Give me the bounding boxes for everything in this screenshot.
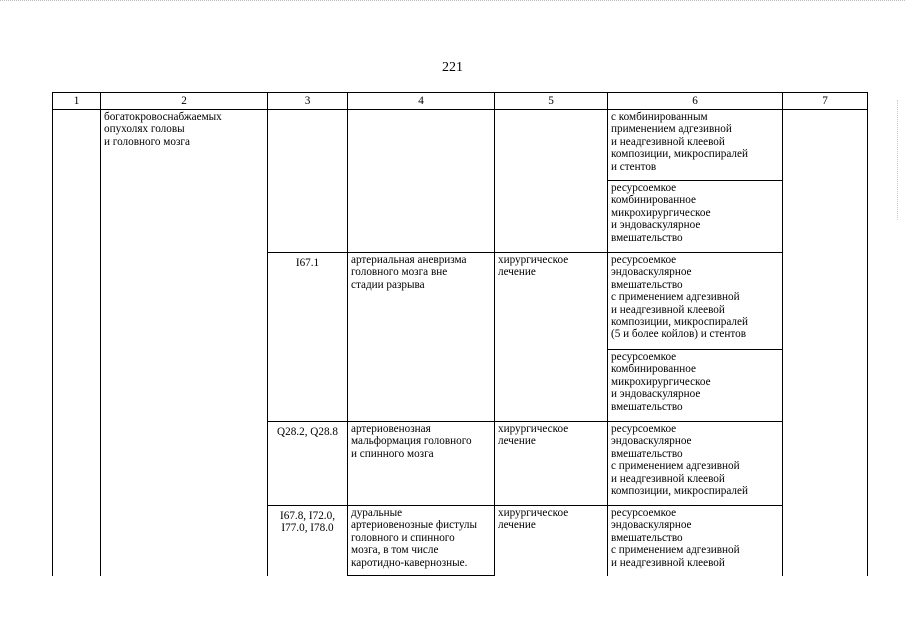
diagnosis-cell: артериовенозная мальформация головного и спинного мозга [348, 422, 495, 506]
header-col-7: 7 [783, 93, 868, 110]
header-col-4: 4 [348, 93, 495, 110]
treatment-cell [495, 110, 608, 253]
medical-care-table [52, 92, 868, 576]
header-col-6: 6 [608, 93, 783, 110]
header-col-5: 5 [495, 93, 608, 110]
treatment-cell: хирургическое лечение [495, 253, 608, 422]
condition-cell: богатокровоснабжаемых опухолях головы и головного мозга [101, 110, 268, 576]
method-cell: ресурсоемкое комбинированное микрохирургическое и эндоваскулярное вмешательство [608, 181, 783, 253]
code-cell: I67.1 [268, 253, 348, 422]
code-cell: I67.8, I72.0, I77.0, I78.0 [268, 506, 348, 576]
scan-edge-right [897, 100, 899, 220]
method-cell: с комбинированным применением адгезивной и неадгезивной клеевой композиции, микроспиралей и стентов [608, 110, 783, 181]
header-col-3: 3 [268, 93, 348, 110]
method-cell: ресурсоемкое эндоваскулярное вмешательство с применением адгезивной и неадгезивной клеевой композиции, микроспиралей [608, 422, 783, 506]
diagnosis-cell [348, 110, 495, 253]
table-row [53, 110, 868, 181]
treatment-cell: хирургическое лечение [495, 506, 608, 576]
method-cell: ресурсоемкое эндоваскулярное вмешательство с применением адгезивной и неадгезивной клеевой [608, 506, 783, 576]
page-number: 221 [442, 60, 463, 75]
diagnosis-cell: дуральные артериовенозные фистулы головного и спинного мозга, в том числе каротидно-кавернозные. [348, 506, 495, 576]
header-col-1: 1 [53, 93, 101, 110]
col7-cell [783, 110, 868, 576]
col1-cell [53, 110, 101, 576]
header-row [53, 93, 868, 110]
diagnosis-cell: артериальная аневризма головного мозга вне стадии разрыва [348, 253, 495, 422]
scan-edge-top [0, 0, 905, 3]
code-cell [268, 110, 348, 253]
header-col-2: 2 [101, 93, 268, 110]
method-cell: ресурсоемкое комбинированное микрохирургическое и эндоваскулярное вмешательство [608, 350, 783, 422]
code-cell: Q28.2, Q28.8 [268, 422, 348, 506]
treatment-cell: хирургическое лечение [495, 422, 608, 506]
method-cell: ресурсоемкое эндоваскулярное вмешательство с применением адгезивной и неадгезивной клеевой композиции, микроспиралей (5 и более койлов) и стентов [608, 253, 783, 350]
